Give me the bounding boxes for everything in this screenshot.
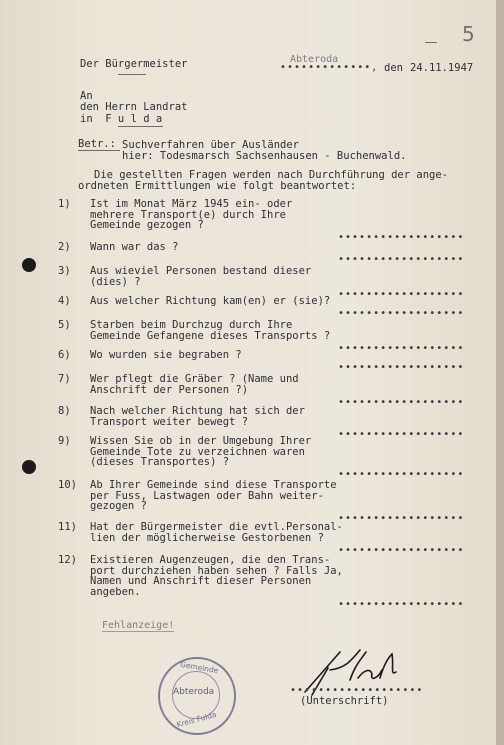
question-number: 11) bbox=[58, 521, 77, 533]
question-text-line: mehrere Transport(e) durch Ihre bbox=[90, 208, 286, 221]
question-text-line: Gemeinde Tote zu verzeichnen waren bbox=[90, 445, 305, 458]
question-number: 3) bbox=[58, 265, 71, 277]
question-number: 10) bbox=[58, 479, 77, 491]
signature-dotted-line: ••••••••••••••••••• bbox=[290, 685, 424, 696]
place-printed: Abteroda bbox=[290, 54, 339, 65]
answer-dotted-line: •••••••••••••••••• bbox=[338, 232, 465, 243]
date-prefix: den bbox=[384, 62, 403, 74]
question-text-line: Gemeinde gezogen ? bbox=[90, 219, 204, 231]
question-number: 12) bbox=[58, 554, 77, 566]
question-number: 6) bbox=[58, 349, 71, 361]
subject-label-underline bbox=[78, 150, 120, 151]
question-number: 7) bbox=[58, 373, 71, 385]
question-number: 5) bbox=[58, 319, 71, 331]
question-text-line: Anschrift der Personen ?) bbox=[90, 383, 249, 396]
seal-bottom-text: Kreis Fulda bbox=[175, 709, 218, 730]
punch-hole bbox=[22, 258, 36, 272]
question-number: 8) bbox=[58, 405, 71, 417]
answer-dotted-line: •••••••••••••••••• bbox=[338, 598, 465, 610]
question-text-line: (dieses Transportes) ? bbox=[90, 456, 230, 468]
question-text-line: Wissen Sie ob in der Umgebung Ihrer bbox=[90, 435, 312, 447]
signature-label: (Unterschrift) bbox=[300, 695, 389, 707]
question-text-line: Wann war das ? bbox=[90, 241, 179, 253]
question-text-line: Nach welcher Richtung hat sich der bbox=[90, 405, 305, 417]
answer-dotted-line: •••••••••••••••••• bbox=[338, 544, 465, 556]
answer-dotted-line: •••••••••••••••••• bbox=[338, 254, 465, 265]
seal-top-text: Gemeinde bbox=[179, 659, 220, 676]
answer-dotted-line: •••••••••••••••••• bbox=[338, 469, 465, 480]
question-number: 9) bbox=[58, 435, 71, 447]
place-dotted-line: •••••••••••••, bbox=[280, 62, 379, 73]
remark: Fehlanzeige! bbox=[102, 620, 175, 631]
question-text-line: per Fuss, Lastwagen oder Bahn weiter- bbox=[90, 489, 324, 502]
question-text-line: Ab Ihrer Gemeinde sind diese Transporte bbox=[90, 479, 337, 491]
sender-underline bbox=[118, 74, 146, 75]
question-number: 4) bbox=[58, 295, 71, 307]
question-text-line: Aus welcher Richtung kam(en) er (sie)? bbox=[90, 295, 331, 307]
question-text-line: angeben. bbox=[90, 585, 141, 598]
address-line-2: den Herrn Landrat bbox=[80, 101, 188, 113]
answer-dotted-line: •••••••••••••••••• bbox=[338, 288, 465, 300]
city-underline bbox=[118, 126, 163, 127]
subject-line-1: Suchverfahren über Ausländer bbox=[122, 139, 300, 151]
date: 24.11.1947 bbox=[410, 62, 474, 74]
question-text-line: Hat der Bürgermeister die evtl.Personal- bbox=[90, 521, 343, 533]
page-number: 5 bbox=[462, 22, 475, 46]
question-number: 2) bbox=[58, 241, 71, 253]
answer-dotted-line: •••••••••••••••••• bbox=[338, 513, 465, 524]
address-line-1: An bbox=[80, 90, 93, 102]
answer-dotted-line: •••••••••••••••••• bbox=[338, 362, 465, 373]
question-text-line: Ist im Monat März 1945 ein- oder bbox=[90, 198, 293, 210]
question-text-line: gezogen ? bbox=[90, 500, 147, 512]
question-number: 1) bbox=[58, 198, 71, 210]
intro-line-1: Die gestellten Fragen werden nach Durchführung der ange- bbox=[94, 169, 449, 181]
answer-dotted-line: •••••••••••••••••• bbox=[338, 342, 465, 354]
answer-dotted-line: •••••••••••••••••• bbox=[338, 308, 465, 319]
intro-line-2: ordneten Ermittlungen wie folgt beantwortet: bbox=[78, 180, 357, 192]
question-text-line: (dies) ? bbox=[90, 275, 141, 288]
subject-line-2: hier: Todesmarsch Sachsenhausen - Buchenwald. bbox=[122, 150, 407, 162]
answer-dotted-line: •••••••••••••••••• bbox=[338, 396, 465, 408]
question-text-line: Existieren Augenzeugen, die den Trans- bbox=[90, 554, 331, 566]
punch-hole bbox=[22, 460, 36, 474]
question-text-line: lien der möglicherweise Gestorbenen ? bbox=[90, 531, 324, 544]
question-text-line: Wer pflegt die Gräber ? (Name und bbox=[90, 373, 299, 385]
sender-title: Der Bürgermeister bbox=[80, 58, 188, 70]
question-text-line: Wo wurden sie begraben ? bbox=[90, 349, 242, 361]
seal-center-text: Abteroda bbox=[173, 687, 215, 697]
question-text-line: Namen und Anschrift dieser Personen bbox=[90, 575, 312, 587]
municipal-seal bbox=[158, 657, 236, 735]
question-text-line: Aus wieviel Personen bestand dieser bbox=[90, 265, 312, 277]
remark-underline bbox=[102, 631, 174, 632]
page-edge bbox=[496, 0, 504, 745]
question-text-line: Starben beim Durchzug durch Ihre bbox=[90, 319, 293, 331]
question-text-line: Gemeinde Gefangene dieses Transports ? bbox=[90, 329, 331, 342]
subject-label: Betr.: bbox=[78, 138, 116, 150]
question-text-line: Transport weiter bewegt ? bbox=[90, 415, 249, 428]
question-text-line: port durchziehen haben sehen ? Falls Ja, bbox=[90, 564, 343, 577]
page-number-dash bbox=[425, 42, 437, 43]
address-line-3: in F u l d a bbox=[80, 113, 163, 125]
answer-dotted-line: •••••••••••••••••• bbox=[338, 428, 465, 440]
